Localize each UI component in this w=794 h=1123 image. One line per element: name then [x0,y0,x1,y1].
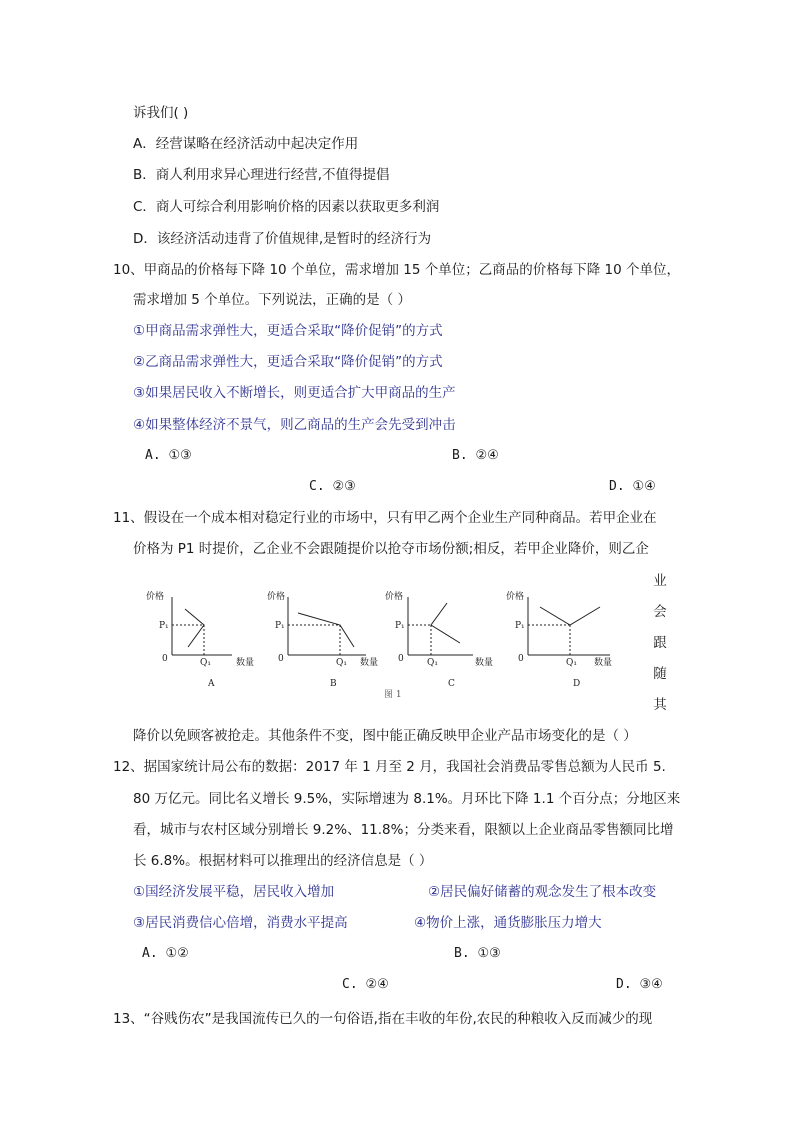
panel-c-y-label: 价格 [385,592,404,602]
q9-option-c: C．商人可综合利用影响价格的因素以获取更多利润 [133,199,440,215]
panel-b-name: B [330,679,337,689]
panel-b-graph [288,597,366,655]
q11-vertical-char-3: 跟 [653,635,667,651]
panel-d-x-label: 数量 [594,658,613,668]
q11-stem-line1: 11、假设在一个成本相对稳定行业的市场中，只有甲乙两个企业生产同种商品。若甲企业在 [113,510,657,526]
q12-choice-c: C. ②④ [342,977,389,992]
q10-statement-2: ②乙商品需求弹性大，更适合采取“降价促销”的方式 [133,354,443,370]
q11-vertical-char-5: 其 [653,697,667,713]
q10-choice-d: D. ①④ [609,479,656,494]
panel-c-p-label: P₁ [395,621,405,631]
q10-statement-3: ③如果居民收入不断增长，则更适合扩大甲商品的生产 [133,385,456,401]
q13-stem-line1: 13、“谷贱伤农”是我国流传已久的一句俗语,指在丰收的年份,农民的种粮收入反而减少的现 [113,1011,653,1027]
panel-b-y-label: 价格 [267,592,286,602]
q11-figure [140,585,620,705]
q12-statement-4: ④物价上涨，通货膨胀压力增大 [414,915,602,931]
q9-option-d: D．该经济活动违背了价值规律,是暂时的经济行为 [133,231,432,247]
panel-a-demand-curve [185,609,204,647]
q12-choice-a: A. ①② [142,946,189,961]
q12-choice-b: B. ①③ [454,946,501,961]
q12-stem-line1: 12、据国家统计局公布的数据：2017 年 1 月至 2 月，我国社会消费品零售总额为人民币 5. [113,759,666,775]
panel-b-x-label: 数量 [360,658,379,668]
panel-a-origin: 0 [162,654,168,664]
q12-stem-line2: 80 万亿元。同比名义增长 9.5%，实际增速为 8.1%。月环比下降 1.1 个百分点；分地区来 [133,791,681,807]
q10-choice-a: A. ①③ [145,448,192,463]
panel-a-name: A [208,679,215,689]
panel-b-demand-curve [298,613,354,647]
q9-option-b: B．商人利用求异心理进行经营,不值得提倡 [133,167,390,183]
q10-stem-line2: 需求增加 5 个单位。下列说法，正确的是（ ） [133,292,411,308]
panel-a-x-label: 数量 [236,658,255,668]
q10-stem-line1: 10、甲商品的价格每下降 10 个单位，需求增加 15 个单位；乙商品的价格每下降 10 个单位， [113,262,680,278]
q10-statement-4: ④如果整体经济不景气，则乙商品的生产会先受到冲击 [133,417,456,433]
q11-vertical-char-4: 随 [653,666,667,682]
q12-stem-line3: 看，城市与农村区域分别增长 9.2%、11.8%；分类来看，限额以上企业商品零售额同比增 [133,822,674,838]
panel-a-p-label: P₁ [159,621,169,631]
panel-c-demand-curve [431,603,460,643]
q12-choice-d: D. ③④ [616,977,663,992]
q12-stem-line4: 长 6.8%。根据材料可以推理出的经济信息是（ ） [133,853,433,869]
panel-c-q-label: Q₁ [427,658,438,668]
panel-d-y-label: 价格 [506,592,525,602]
panel-c-name: C [448,679,455,689]
q11-vertical-char-1: 业 [653,573,667,589]
panel-d-origin: 0 [518,654,524,664]
q10-choice-c: C. ②③ [309,479,356,494]
q10-choice-b: B. ②④ [452,448,499,463]
panel-b-p-label: P₁ [275,621,285,631]
panel-d-q-label: Q₁ [566,658,577,668]
panel-c-x-label: 数量 [475,658,494,668]
panel-a-q-label: Q₁ [200,658,211,668]
q11-stem-line3: 降价以免顾客被抢走。其他条件不变，图中能正确反映甲企业产品市场变化的是（ ） [133,728,637,744]
panel-d-name: D [573,679,581,689]
q11-stem-line2: 价格为 P1 时提价，乙企业不会跟随提价以抢夺市场份额;相反，若甲企业降价，则乙企 [133,541,649,557]
panel-a-y-label: 价格 [146,592,165,602]
q12-statement-2: ②居民偏好储蓄的观念发生了根本改变 [428,884,657,900]
q9-stem-tail: 诉我们( ) [133,105,189,121]
q10-statement-1: ①甲商品需求弹性大，更适合采取“降价促销”的方式 [133,323,443,339]
panel-a-graph [172,597,232,655]
q12-statement-3: ③居民消费信心倍增，消费水平提高 [133,915,348,931]
panel-c-graph [408,597,473,655]
q9-option-a: A．经营谋略在经济活动中起决定作用 [133,136,359,152]
panel-d-p-label: P₁ [515,621,525,631]
panel-b-q-label: Q₁ [336,658,347,668]
q12-statement-1: ①国经济发展平稳，居民收入增加 [133,884,335,900]
panel-b-origin: 0 [278,654,284,664]
panel-d-demand-curve [540,607,600,625]
panel-d-graph [528,597,610,655]
panel-c-origin: 0 [398,654,404,664]
q11-vertical-char-2: 会 [653,604,667,620]
figure-caption: 图 1 [384,690,402,700]
